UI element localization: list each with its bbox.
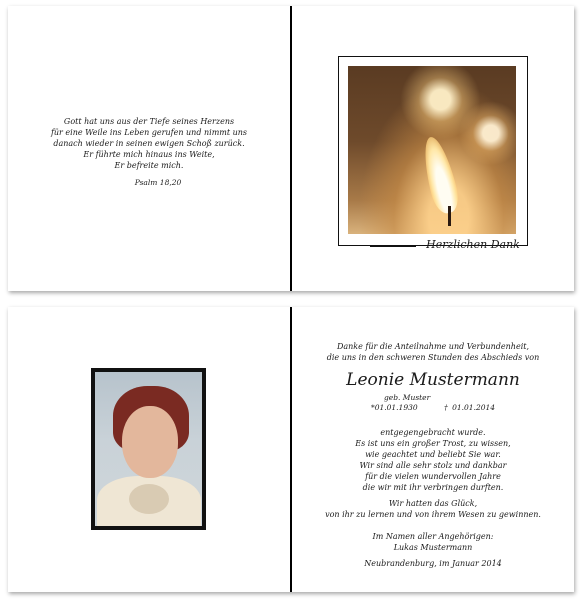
card-inside <box>8 307 574 592</box>
luck-text <box>292 498 574 520</box>
verse-line: Er führte mich hinaus ins Weite, <box>83 150 215 159</box>
body-line: wie geachtet und beliebt Sie war. <box>365 450 501 459</box>
portrait-face <box>122 406 178 478</box>
verse-line: danach wieder in seinen ewigen Schoß zurück. <box>53 139 245 148</box>
card-outside <box>8 6 574 291</box>
intro-line: Danke für die Anteilnahme und Verbundenheit, <box>336 342 530 351</box>
verse-line: für eine Weile ins Leben gerufen und nimmt uns <box>50 128 248 137</box>
body-line: für die vielen wundervollen Jahre <box>365 472 501 481</box>
intro-line: die uns in den schweren Stunden des Abschieds von <box>326 353 540 362</box>
body-line: von ihr zu lernen und von ihrem Wesen zu gewinnen. <box>325 510 541 519</box>
thanks-underline <box>370 246 416 247</box>
thanks-label: Herzlichen Dank <box>426 238 520 251</box>
signature-line: Lukas Mustermann <box>393 543 473 552</box>
candle-wick <box>448 206 451 226</box>
signature-line: Im Namen aller Angehörigen: <box>372 532 494 541</box>
verse-line: Er befreite mich. <box>114 161 184 170</box>
body-line: Es ist uns ein großer Trost, zu wissen, <box>355 439 511 448</box>
body-line: die wir mit ihr verbringen durften. <box>362 483 504 492</box>
deceased-name: Leonie Mustermann <box>346 370 520 390</box>
birth-name: geb. Muster <box>384 393 431 402</box>
verse-line: Gott hat uns aus der Tiefe seines Herzens <box>63 117 235 126</box>
intro-text <box>292 341 574 363</box>
birth-date: *01.01.1930 <box>370 403 418 412</box>
death-date: † 01.01.2014 <box>443 403 496 412</box>
signature-block <box>292 531 574 553</box>
verse-block <box>8 116 290 171</box>
portrait-photo <box>95 372 202 526</box>
portrait-collar <box>129 484 169 514</box>
verse-source: Psalm 18,20 <box>134 178 182 187</box>
card-fold-line <box>290 6 292 291</box>
body-line: entgegengebracht wurde. <box>380 428 486 437</box>
thanks-body <box>292 427 574 493</box>
place-date: Neubrandenburg, im Januar 2014 <box>364 559 502 568</box>
life-dates <box>292 403 574 412</box>
body-line: Wir hatten das Glück, <box>388 499 478 508</box>
body-line: Wir sind alle sehr stolz und dankbar <box>359 461 507 470</box>
